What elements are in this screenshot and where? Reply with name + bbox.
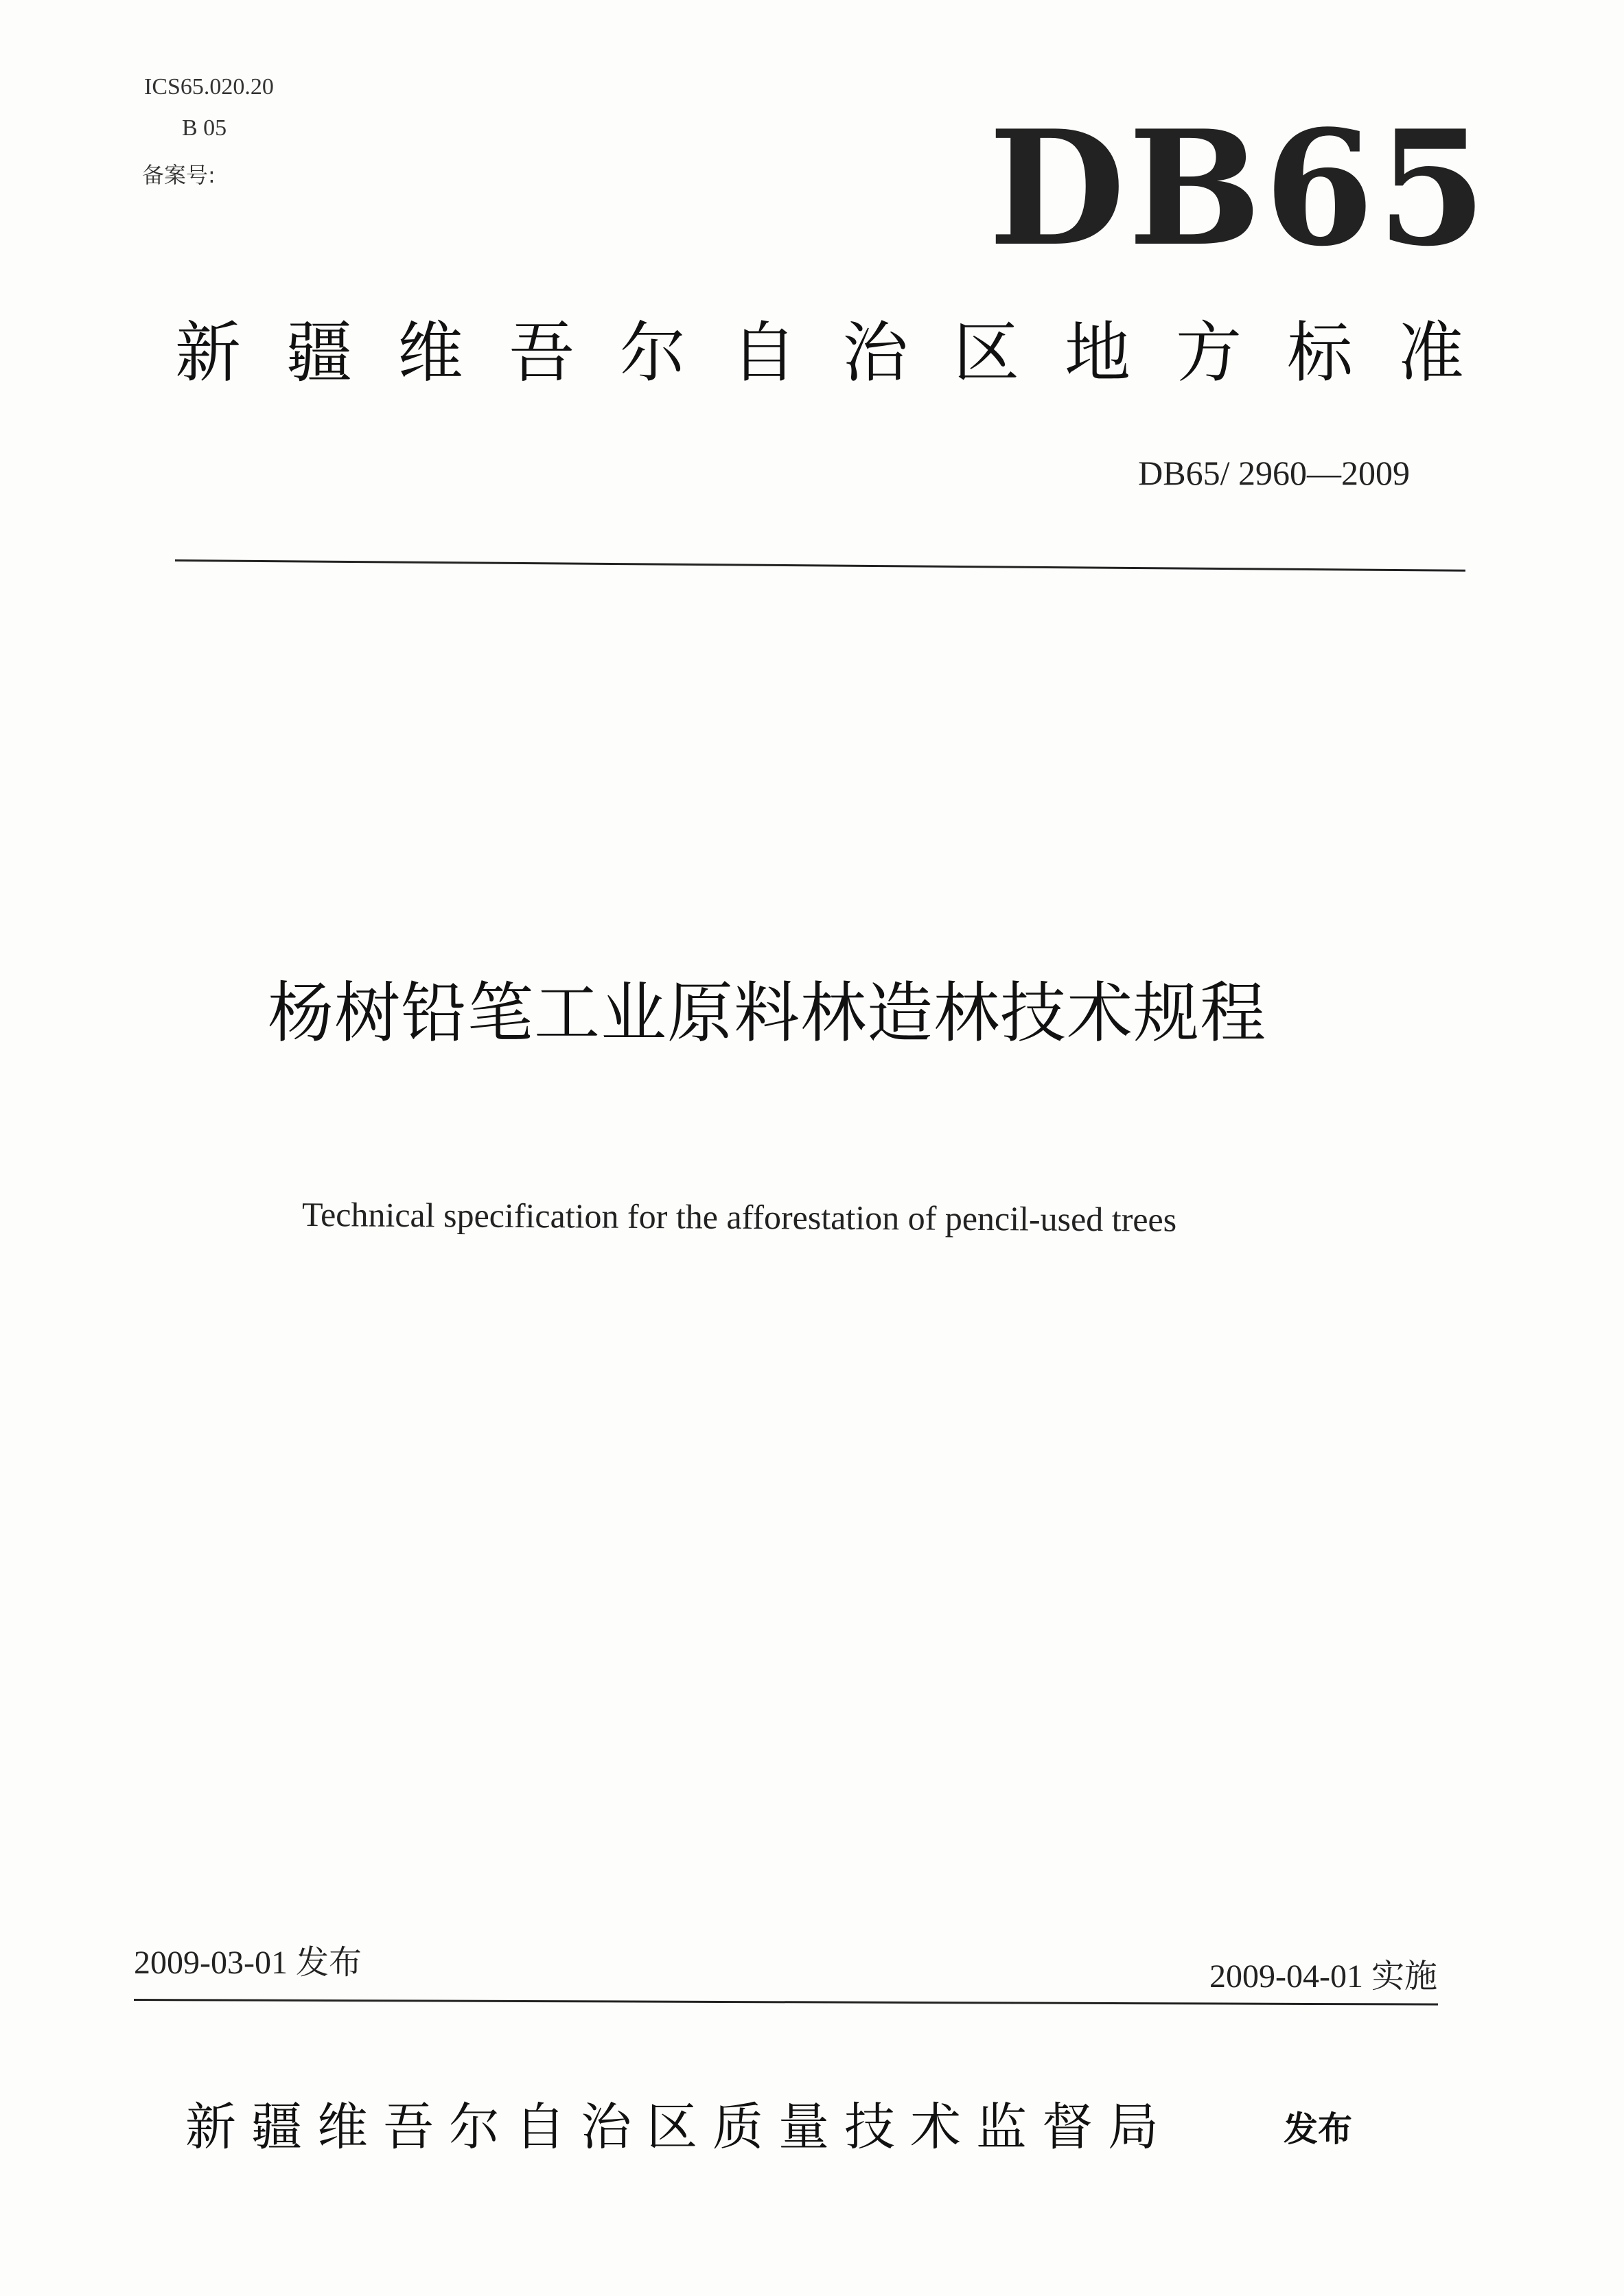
- db65-logo: DB65: [988, 96, 1489, 281]
- document-title-chinese: 杨树铅笔工业原料林造林技术规程: [268, 975, 1266, 1052]
- standard-type-heading: 新疆维吾尔自治区地方标准: [175, 314, 1509, 391]
- bottom-divider: [134, 1999, 1438, 2006]
- ccs-code: B 05: [182, 115, 227, 141]
- publisher-name: 新疆维吾尔自治区质量技术监督局: [185, 2098, 1174, 2157]
- standard-number: DB65/ 2960—2009: [1138, 454, 1410, 492]
- implementation-date: 2009-04-01 实施: [1209, 1958, 1437, 1995]
- publish-label: 发布: [1284, 2109, 1352, 2149]
- top-divider: [175, 559, 1465, 572]
- filing-number-label: 备案号:: [142, 162, 216, 188]
- ics-code: ICS65.020.20: [144, 74, 274, 100]
- issue-date: 2009-03-01 发布: [134, 1945, 362, 1981]
- document-title-english: Technical specification for the afforestation of pencil-used trees: [301, 1195, 1177, 1239]
